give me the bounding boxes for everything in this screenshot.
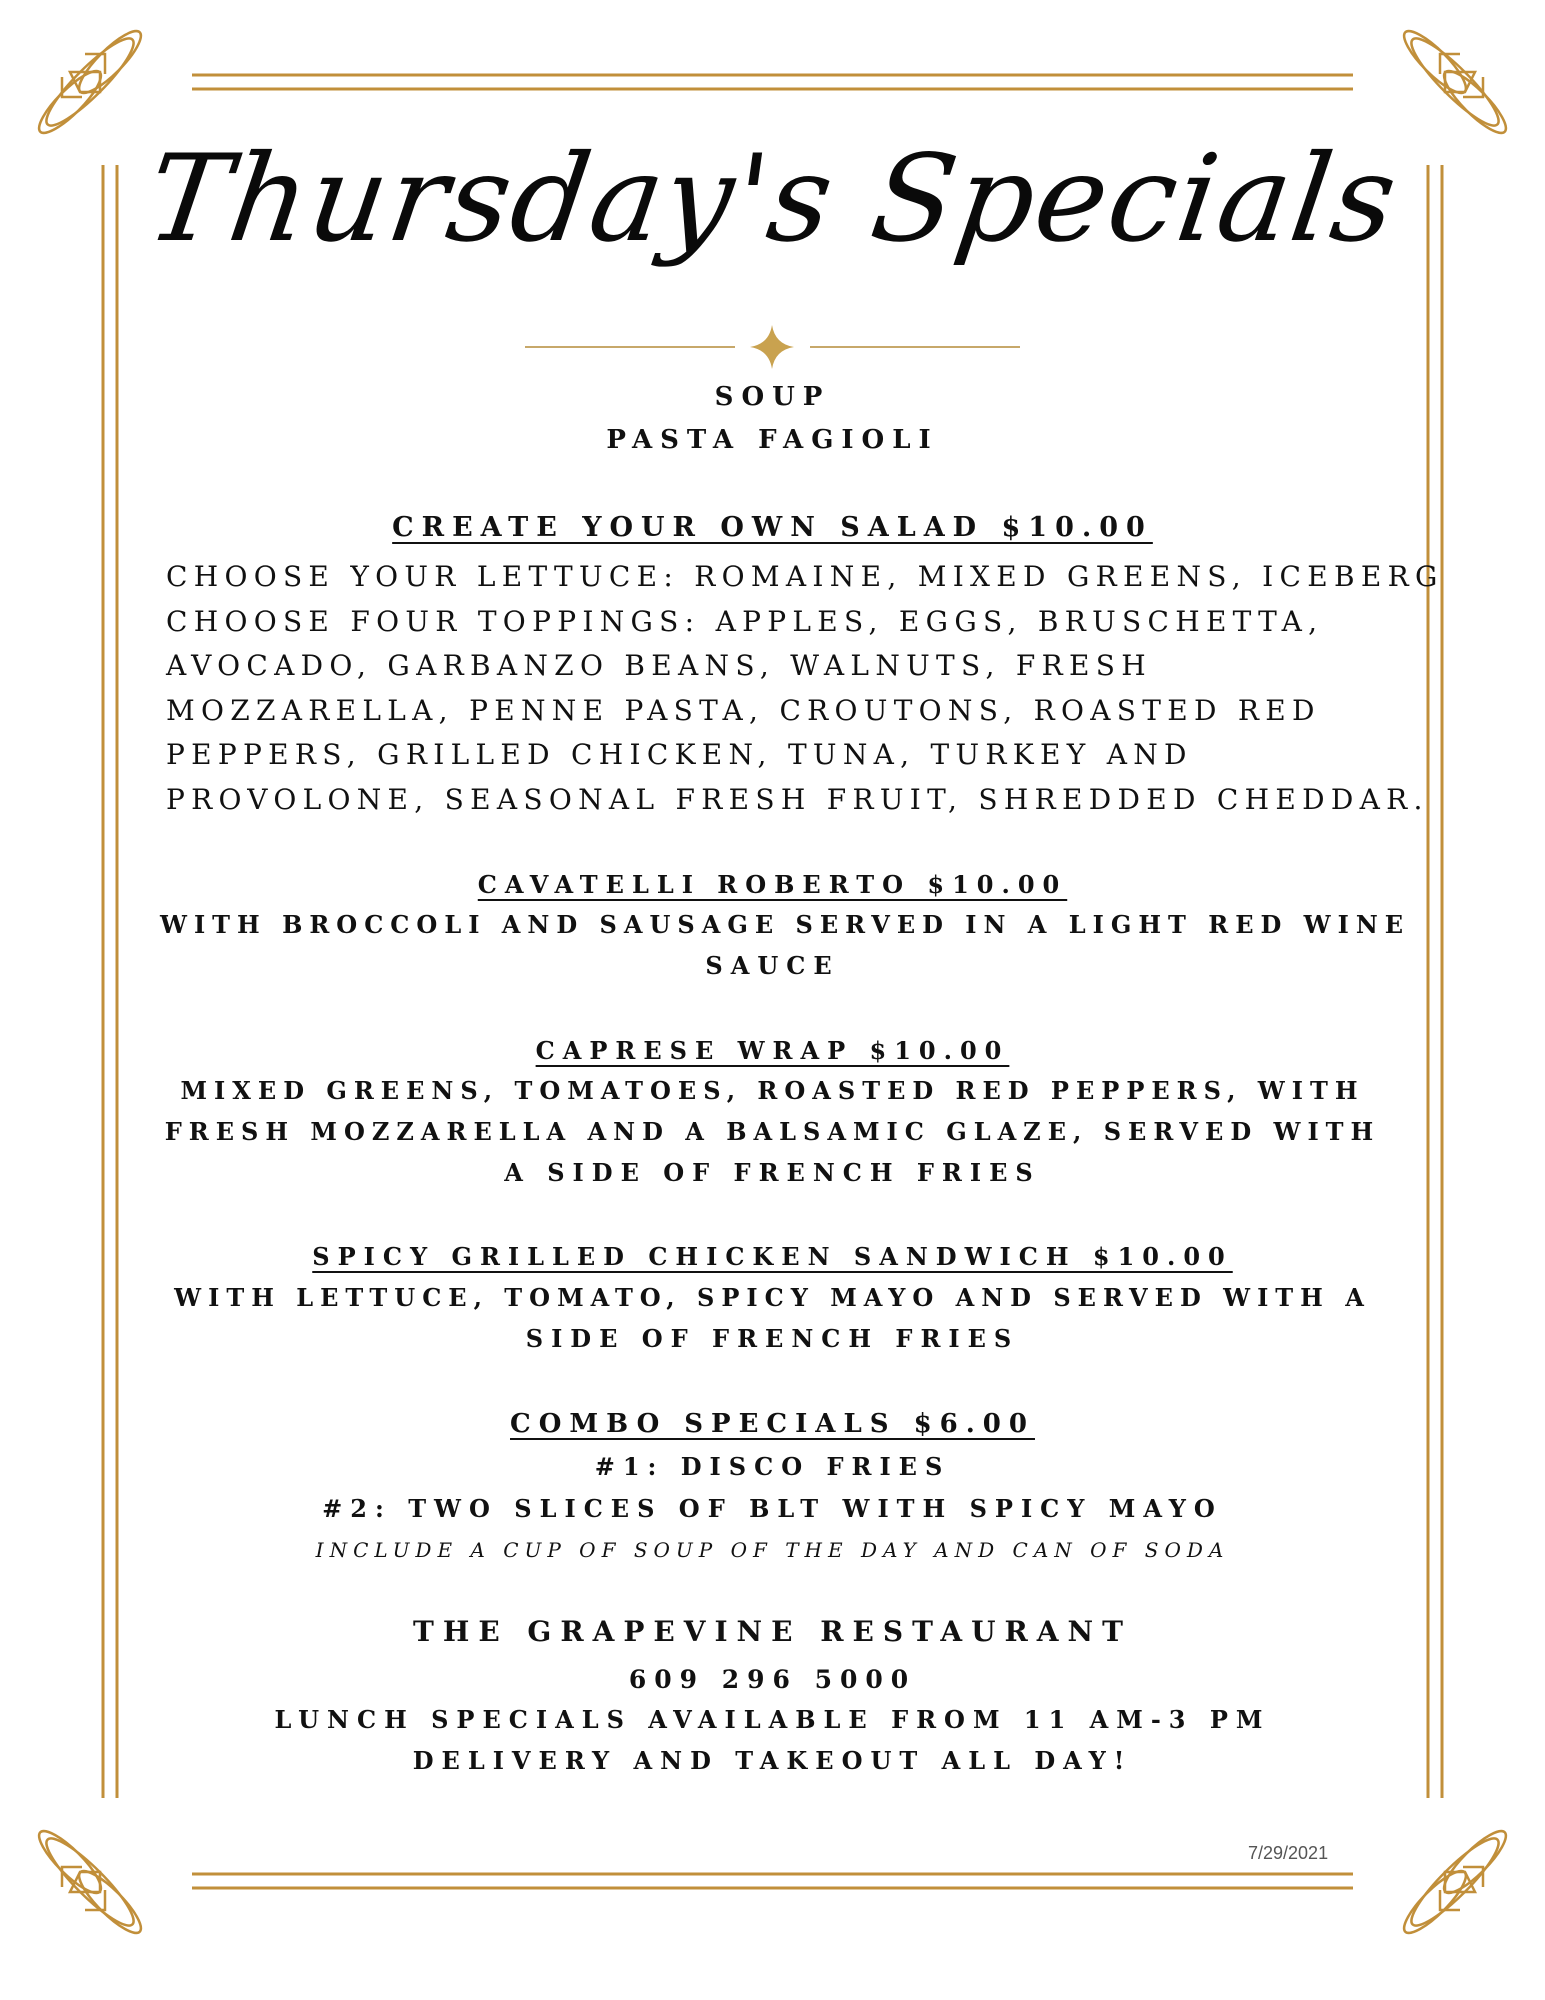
salad-line: PEPPERS, GRILLED CHICKEN, TUNA, TURKEY AND (166, 738, 1193, 771)
soup-heading: SOUP (714, 382, 831, 412)
chicken-line: SIDE OF FRENCH FRIES (525, 1324, 1020, 1353)
chicken-line: WITH LETTUCE, TOMATO, SPICY MAYO AND SERVED WITH A (174, 1283, 1371, 1312)
salad-line: PROVOLONE, SEASONAL FRESH FRUIT, SHREDDED CHEDDAR. (166, 783, 1429, 816)
caprese-line: FRESH MOZZARELLA AND A BALSAMIC GLAZE, SERVED WITH (164, 1117, 1381, 1146)
sparkle-icon (750, 325, 794, 369)
chicken-heading: SPICY GRILLED CHICKEN SANDWICH $10.00 (312, 1242, 1233, 1271)
combo-item: #2: TWO SLICES OF BLT WITH SPICY MAYO (322, 1494, 1223, 1523)
salad-heading: CREATE YOUR OWN SALAD $10.00 (392, 512, 1153, 543)
date-stamp: 7/29/2021 (1248, 1843, 1329, 1863)
salad-line: CHOOSE YOUR LETTUCE: ROMAINE, MIXED GREENS, ICEBERG (166, 560, 1444, 593)
caprese-heading: CAPRESE WRAP $10.00 (535, 1036, 1010, 1065)
salad-line: CHOOSE FOUR TOPPINGS: APPLES, EGGS, BRUSCHETTA, (166, 605, 1324, 638)
delivery-note: DELIVERY AND TAKEOUT ALL DAY! (412, 1746, 1133, 1775)
restaurant-name: THE GRAPEVINE RESTAURANT (413, 1615, 1132, 1648)
combo-note: INCLUDE A CUP OF SOUP OF THE DAY AND CAN OF SODA (315, 1538, 1230, 1562)
soup-item: PASTA FAGIOLI (606, 425, 939, 455)
combo-item: #1: DISCO FRIES (594, 1452, 951, 1481)
salad-line: AVOCADO, GARBANZO BEANS, WALNUTS, FRESH (166, 649, 1152, 682)
cavatelli-line: SAUCE (705, 951, 840, 980)
salad-line: MOZZARELLA, PENNE PASTA, CROUTONS, ROASTED RED (166, 694, 1321, 727)
page-title: Thursday's Specials (139, 130, 1407, 269)
cavatelli-line: WITH BROCCOLI AND SAUSAGE SERVED IN A LIGHT RED WINE (160, 910, 1411, 939)
lunch-hours: LUNCH SPECIALS AVAILABLE FROM 11 AM-3 PM (274, 1705, 1271, 1734)
phone-number: 609 296 5000 (628, 1665, 917, 1694)
caprese-line: A SIDE OF FRENCH FRIES (504, 1158, 1041, 1187)
combo-heading: COMBO SPECIALS $6.00 (510, 1409, 1035, 1439)
title-divider (0, 325, 1545, 375)
cavatelli-heading: CAVATELLI ROBERTO $10.00 (477, 870, 1068, 899)
caprese-line: MIXED GREENS, TOMATOES, ROASTED RED PEPPERS, WITH (180, 1076, 1365, 1105)
